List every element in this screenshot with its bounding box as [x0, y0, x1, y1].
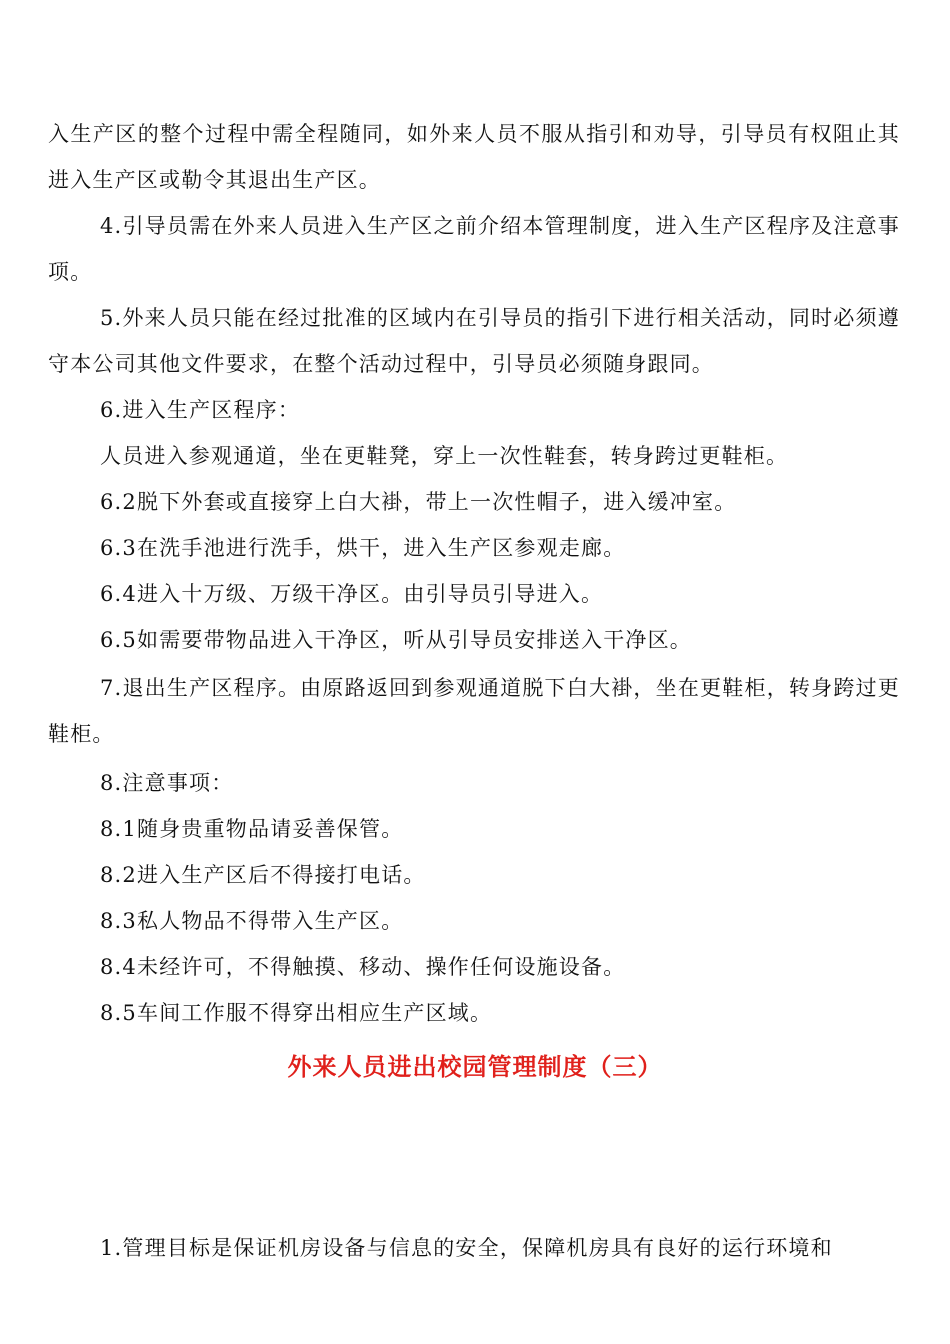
paragraph-6-1: 人员进入参观通道，坐在更鞋凳，穿上一次性鞋套，转身跨过更鞋柜。 — [100, 444, 789, 468]
paragraph-5: 5.外来人员只能在经过批准的区域内在引导员的指引下进行相关活动，同时必须遵守本公司其他文件要求，在整个活动过程中，引导员必须随身跟同。 — [48, 306, 900, 376]
paragraph-6-3: 6.3在洗手池进行洗手，烘干，进入生产区参观走廊。 — [100, 536, 626, 560]
paragraph-continuation: 入生产区的整个过程中需全程随同，如外来人员不服从指引和劝导，引导员有权阻止其进入生产区或勒令其退出生产区。 — [48, 122, 900, 192]
paragraph-4: 4.引导员需在外来人员进入生产区之前介绍本管理制度，进入生产区程序及注意事项。 — [48, 214, 900, 284]
paragraph-8-2: 8.2进入生产区后不得接打电话。 — [100, 863, 426, 887]
paragraph-6-5: 6.5如需要带物品进入干净区，听从引导员安排送入干净区。 — [100, 628, 692, 652]
paragraph-next-1: 1.管理目标是保证机房设备与信息的安全，保障机房具有良好的运行环境和 — [100, 1236, 833, 1260]
paragraph-7: 7.退出生产区程序。由原路返回到参观通道脱下白大褂，坐在更鞋柜，转身跨过更鞋柜。 — [48, 676, 900, 746]
paragraph-6-heading: 6.进入生产区程序： — [100, 398, 301, 422]
paragraph-8-heading: 8.注意事项： — [100, 771, 234, 795]
section-title: 外来人员进出校园管理制度（三） — [287, 1053, 663, 1081]
paragraph-6-4: 6.4进入十万级、万级干净区。由引导员引导进入。 — [100, 582, 604, 606]
paragraph-8-5: 8.5车间工作服不得穿出相应生产区域。 — [100, 1001, 493, 1025]
paragraph-8-3: 8.3私人物品不得带入生产区。 — [100, 909, 404, 933]
paragraph-8-1: 8.1随身贵重物品请妥善保管。 — [100, 817, 404, 841]
paragraph-8-4: 8.4未经许可，不得触摸、移动、操作任何设施设备。 — [100, 955, 626, 979]
paragraph-6-2: 6.2脱下外套或直接穿上白大褂，带上一次性帽子，进入缓冲室。 — [100, 490, 737, 514]
